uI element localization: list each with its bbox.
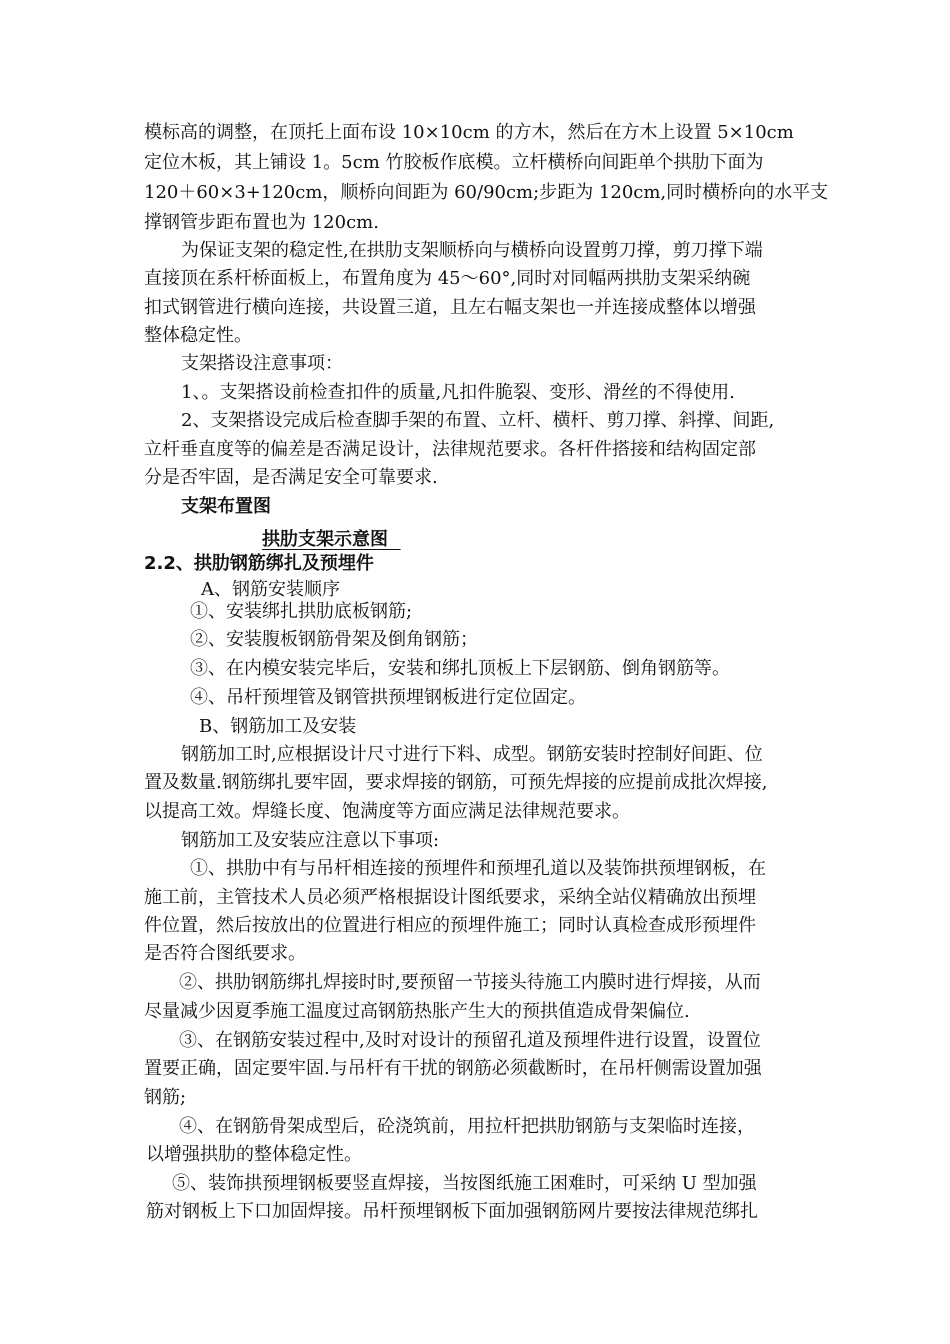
text-line: 定位木板，其上铺设 1。5cm 竹胶板作底模。立杆横桥向间距单个拱肋下面为: [144, 152, 764, 173]
text-line: 分是否牢固，是否满足安全可靠要求.: [144, 467, 438, 488]
paragraph-start: ③、在钢筋安装过程中,及时对设计的预留孔道及预埋件进行设置，设置位: [179, 1030, 761, 1051]
text-line: 模标高的调整，在顶托上面布设 10×10cm 的方木，然后在方木上设置 5×10cm: [144, 122, 794, 143]
text-line: 120＋60×3+120cm，顺桥向间距为 60/90cm;步距为 120cm,同时横桥向的水平支: [144, 182, 829, 203]
notes-heading: 支架搭设注意事项：: [181, 353, 343, 374]
text-line: 施工前，主管技术人员必须严格根据设计图纸要求，采纳全站仪精确放出预埋: [144, 887, 756, 908]
list-item: ③、在内模安装完毕后，安装和绑扎顶板上下层钢筋、倒角钢筋等。: [190, 658, 730, 679]
list-item: ①、安装绑扎拱肋底板钢筋;: [190, 601, 413, 622]
paragraph-start: 钢筋加工时,应根据设计尺寸进行下料、成型。钢筋安装时控制好间距、位: [181, 744, 763, 765]
paragraph-start: ②、拱肋钢筋绑扎焊接时时,要预留一节接头待施工内膜时进行焊接，从而: [179, 972, 761, 993]
text-line: 撑钢管步距布置也为 120cm.: [144, 212, 379, 233]
list-item: ④、吊杆预埋管及钢管拱预埋钢板进行定位固定。: [190, 687, 586, 708]
text-line: 置要正确，固定要牢固.与吊杆有干扰的钢筋必须截断时，在吊杆侧需设置加强: [144, 1058, 762, 1079]
text-line: 立杆垂直度等的偏差是否满足设计，法律规范要求。各杆件搭接和结构固定部: [144, 439, 756, 460]
text-line: 整体稳定性。: [144, 325, 252, 346]
text-line: 以增强拱肋的整体稳定性。: [146, 1144, 362, 1165]
paragraph-start: ④、在钢筋骨架成型后，砼浇筑前，用拉杆把拱肋钢筋与支架临时连接，: [179, 1116, 755, 1137]
subheading-a: A、钢筋安装顺序: [201, 579, 340, 600]
subheading-b: B、钢筋加工及安装: [199, 716, 357, 737]
text-line: 尽量减少因夏季施工温度过高钢筋热胀产生大的预拱值造成骨架偏位.: [144, 1001, 690, 1022]
text-line: 件位置，然后按放出的位置进行相应的预埋件施工；同时认真检查成形预埋件: [144, 915, 756, 936]
figure-caption-schematic: 拱肋支架示意图: [262, 529, 388, 550]
text-line: 直接顶在系杆桥面板上，布置角度为 45～60°,同时对同幅两拱肋支架采纳碗: [144, 268, 751, 289]
list-item: ②、安装腹板钢筋骨架及倒角钢筋；: [190, 629, 478, 650]
text-line: 钢筋;: [144, 1087, 187, 1108]
paragraph-start: ①、拱肋中有与吊杆相连接的预埋件和预埋孔道以及装饰拱预埋钢板，在: [190, 858, 766, 879]
paragraph-start: 为保证支架的稳定性,在拱肋支架顺桥向与横桥向设置剪刀撑，剪刀撑下端: [181, 240, 763, 261]
text-line: 筋对钢板上下口加固焊接。吊杆预埋钢板下面加强钢筋网片要按法律规范绑扎: [146, 1201, 758, 1222]
text-line: 扣式钢管进行横向连接，共设置三道，且左右幅支架也一并连接成整体以增强: [144, 297, 756, 318]
section-heading: 2.2、拱肋钢筋绑扎及预埋件: [144, 553, 374, 574]
text-line: 是否符合图纸要求。: [144, 943, 306, 964]
figure-caption-layout: 支架布置图: [181, 496, 271, 517]
paragraph-start: ⑤、装饰拱预埋钢板要竖直焊接，当按图纸施工困难时，可采纳 U 型加强: [172, 1173, 757, 1194]
note-item-2: 2、支架搭设完成后检查脚手架的布置、立杆、横杆、剪刀撑、斜撑、间距,: [181, 410, 775, 431]
paragraph-start: 钢筋加工及安装应注意以下事项:: [181, 830, 440, 851]
text-line: 置及数量.钢筋绑扎要牢固，要求焊接的钢筋，可预先焊接的应提前成批次焊接,: [144, 772, 768, 793]
text-line: 以提高工效。焊缝长度、饱满度等方面应满足法律规范要求。: [144, 801, 630, 822]
note-item-1: 1、。支架搭设前检查扣件的质量,凡扣件脆裂、变形、滑丝的不得使用.: [181, 382, 735, 403]
